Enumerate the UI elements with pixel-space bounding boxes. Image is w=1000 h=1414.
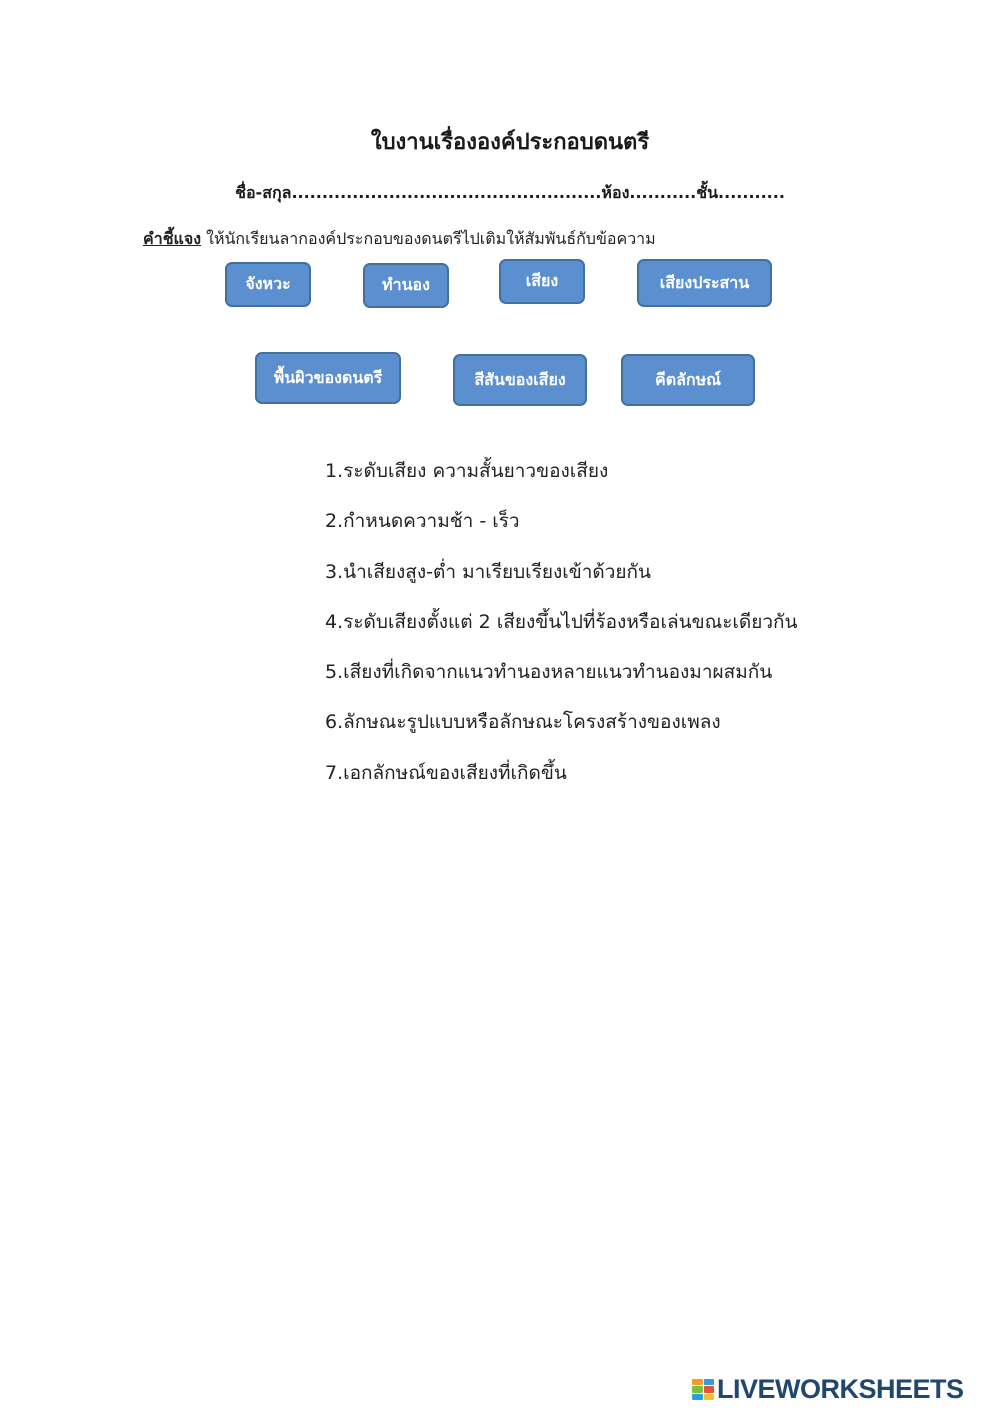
answer-chip-timbre[interactable]: สีสันของเสียง xyxy=(453,354,587,406)
statement-item: 7.เอกลักษณ์ของเสียงที่เกิดขึ้น xyxy=(325,761,567,784)
instruction-label: คำชี้แจง xyxy=(143,229,202,248)
statement-item: 4.ระดับเสียงตั้งแต่ 2 เสียงขึ้นไปที่ร้องหรือเล่นขณะเดียวกัน xyxy=(325,610,798,633)
statement-item: 1.ระดับเสียง ความสั้นยาวของเสียง xyxy=(325,460,609,482)
statement-item: 6.ลักษณะรูปแบบหรือลักษณะโครงสร้างของเพลง xyxy=(325,711,721,734)
answer-chip-melody[interactable]: ทำนอง xyxy=(363,263,449,308)
logo-blocks-icon xyxy=(692,1379,714,1401)
liveworksheets-logo xyxy=(692,1374,964,1405)
answer-chip-harmony[interactable]: เสียงประสาน xyxy=(637,259,772,307)
answer-chip-tone[interactable]: เสียง xyxy=(499,259,585,304)
answer-chip-rhythm[interactable]: จังหวะ xyxy=(225,262,311,307)
answer-chip-texture[interactable]: พื้นผิวของดนตรี xyxy=(255,352,401,404)
statement-list xyxy=(325,456,798,808)
statement-item: 3.นำเสียงสูง-ต่ำ มาเรียบเรียงเข้าด้วยกัน xyxy=(325,560,652,583)
student-info-line: ชื่อ-สกุล...................................................ห้อง...........ชั้น........... xyxy=(235,183,785,202)
instruction xyxy=(143,227,656,252)
answer-chip-form[interactable]: คีตลักษณ์ xyxy=(621,354,755,406)
logo-text: LIVEWORKSHEETS xyxy=(717,1374,964,1404)
statement-item: 5.เสียงที่เกิดจากแนวทำนองหลายแนวทำนองมาผสมกัน xyxy=(325,661,773,684)
instruction-text: ให้นักเรียนลากองค์ประกอบของดนตรีไปเติมให้สัมพันธ์กับข้อความ xyxy=(201,229,656,248)
worksheet-title: ใบงานเรื่ององค์ประกอบดนตรี xyxy=(370,130,650,155)
statement-item: 2.กำหนดความช้า - เร็ว xyxy=(325,510,520,533)
